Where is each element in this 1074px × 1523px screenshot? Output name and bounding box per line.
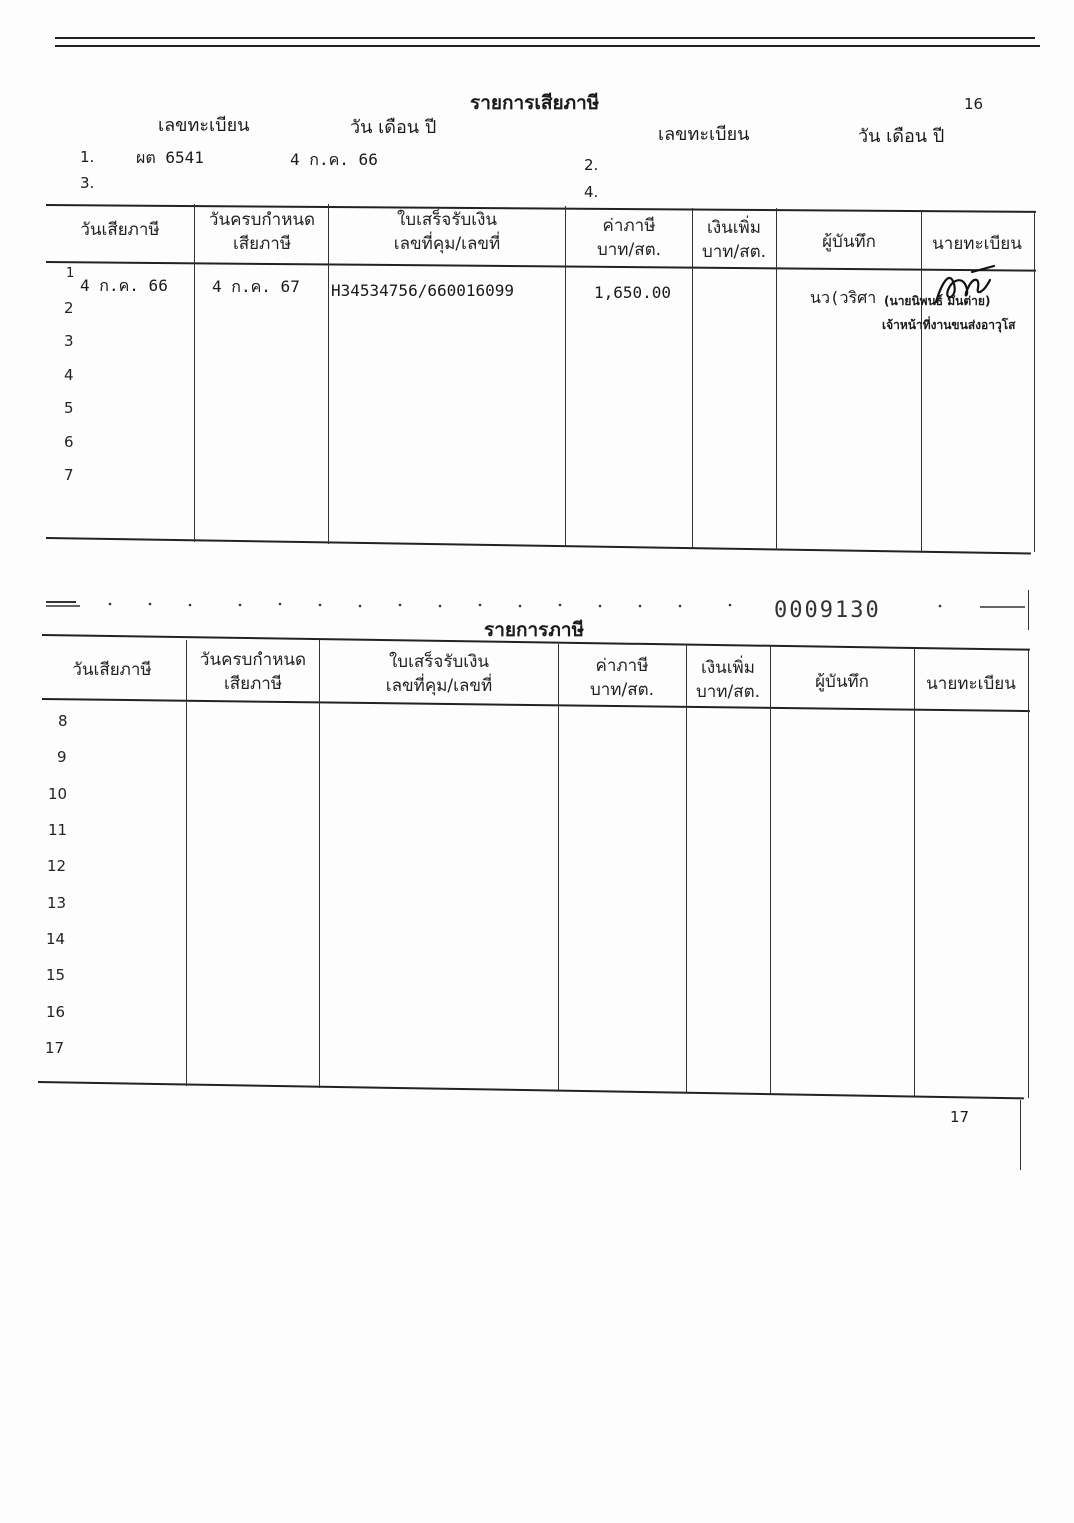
table1-col-divider (921, 210, 922, 552)
t1-row-number: 4 (64, 366, 74, 384)
table1-col-divider (565, 206, 566, 546)
t2-row-number: 14 (46, 930, 66, 948)
entry-2-num: 2. (584, 156, 599, 174)
registrar-stamp-name: (นายนิพนธ์ มั่นต่าย) (884, 294, 991, 308)
separator-dashes (40, 598, 1030, 612)
t1-col-registrar: นายทะเบียน (932, 234, 1022, 254)
entry-1-reg: ผต 6541 (136, 148, 204, 167)
table1-col-divider (194, 204, 195, 542)
entry-3-num: 3. (80, 174, 95, 192)
top-border (55, 37, 1035, 39)
table1-col-divider (776, 208, 777, 550)
t1-col-tax: ค่าภาษี บาท/สต. (596, 216, 662, 260)
table2-col-divider (558, 644, 559, 1090)
t2-row-number: 13 (47, 894, 67, 912)
section1-title: รายการเสียภาษี (470, 92, 600, 114)
page-number-bottom: 17 (950, 1108, 970, 1126)
t1-row-number: 1 (66, 266, 75, 281)
date-label-right: วัน เดือน ปี (858, 126, 945, 147)
table2-col-divider (686, 644, 687, 1092)
t2-col-tax: ค่าภาษี บาท/สต. (589, 656, 655, 700)
t1-col-pay-date: วันเสียภาษี (80, 220, 160, 240)
reg-label-left: เลขทะเบียน (158, 115, 250, 136)
reg-label-right: เลขทะเบียน (658, 124, 750, 145)
t1-row1-pay-date: 4 ก.ค. 66 (80, 276, 168, 295)
t1-row-number: 5 (64, 399, 74, 417)
table1-col-divider (692, 208, 693, 548)
section2-title: รายการภาษี (484, 619, 585, 641)
page-number-top: 16 (964, 95, 984, 113)
t2-col-receipt: ใบเสร็จรับเงิน เลขที่คุม/เลขที่ (385, 652, 493, 696)
t1-col-due-date: วันครบกำหนด เสียภาษี (208, 210, 316, 254)
t2-row-number: 12 (47, 857, 67, 875)
t1-row1-tax: 1,650.00 (594, 283, 672, 302)
table2-col-divider (186, 640, 187, 1086)
right-edge-mark (1028, 590, 1029, 630)
registrar-stamp-title: เจ้าหน้าที่งานขนส่งอาวุโส (882, 318, 1016, 332)
t1-row-number: 2 (64, 299, 74, 317)
entry-1-num: 1. (80, 148, 95, 166)
t2-row-number: 17 (45, 1039, 65, 1057)
entry-1-date: 4 ก.ค. 66 (290, 150, 378, 169)
table2-col-divider (1028, 650, 1029, 1098)
top-border-2 (55, 45, 1040, 47)
t1-col-receipt: ใบเสร็จรับเงิน เลขที่คุม/เลขที่ (393, 210, 501, 254)
t2-col-registrar: นายทะเบียน (926, 674, 1016, 694)
t1-row1-receipt: H34534756/660016099 (331, 281, 515, 300)
date-label-left: วัน เดือน ปี (350, 117, 437, 138)
right-edge-mark (1020, 1100, 1021, 1170)
table2-col-divider (319, 640, 320, 1088)
t2-row-number: 8 (58, 712, 68, 730)
t2-row-number: 15 (46, 966, 66, 984)
t1-row-number: 3 (64, 332, 74, 350)
t1-row-number: 6 (64, 433, 74, 451)
t1-row1-due-date: 4 ก.ค. 67 (212, 277, 300, 296)
t2-row-number: 9 (57, 748, 67, 766)
t2-col-recorder: ผู้บันทึก (815, 672, 869, 692)
t2-col-pay-date: วันเสียภาษี (72, 660, 152, 680)
table1-col-divider (328, 204, 329, 544)
table2-col-divider (914, 648, 915, 1096)
t1-row-number: 7 (64, 466, 74, 484)
t1-row1-recorder: นว(วริศา (810, 288, 877, 307)
entry-4-num: 4. (584, 183, 599, 201)
t2-col-due-date: วันครบกำหนด เสียภาษี (199, 650, 307, 694)
t2-row-number: 10 (48, 785, 68, 803)
t1-col-recorder: ผู้บันทึก (822, 232, 876, 252)
document-serial: 0009130 (774, 598, 881, 623)
t2-row-number: 16 (46, 1003, 66, 1021)
t2-row-number: 11 (48, 821, 68, 839)
t1-col-surcharge: เงินเพิ่ม บาท/สต. (701, 218, 767, 262)
table2-col-divider (770, 646, 771, 1094)
table2-header-line (42, 698, 1030, 712)
table1-col-divider (1034, 212, 1035, 552)
t2-col-surcharge: เงินเพิ่ม บาท/สต. (695, 658, 761, 702)
